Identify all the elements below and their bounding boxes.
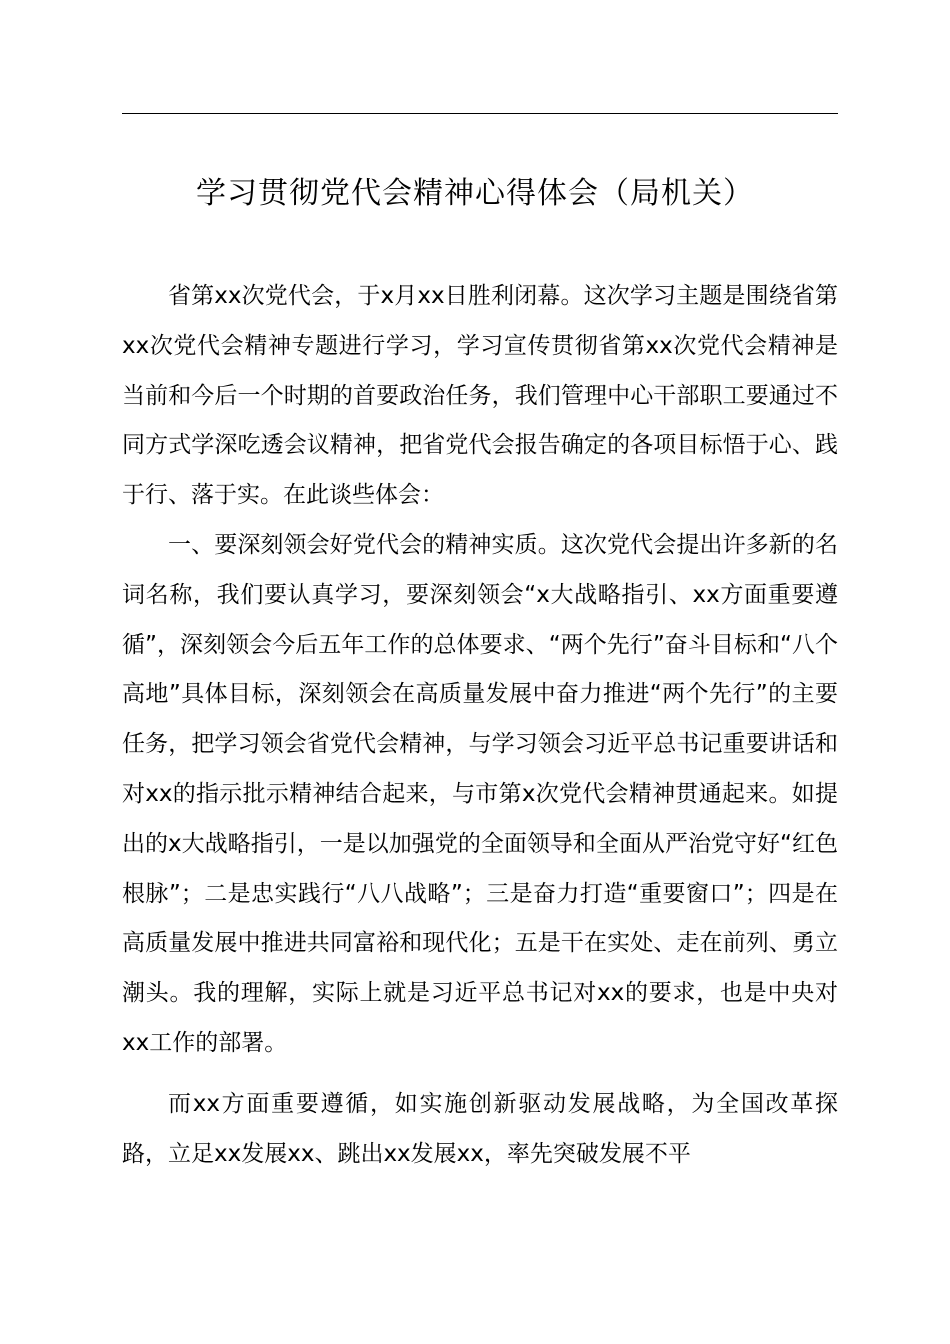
- paragraph-point-one: 一、要深刻领会好党代会的精神实质。这次党代会提出许多新的名词名称，我们要认真学习，要深刻领会“x大战略指引、xx方面重要遵循”，深刻领会今后五年工作的总体要求、“两个先行”奋斗目标和“八个高地”具体目标，深刻领会在高质量发展中奋力推进“两个先行”的主要任务，把学习领会省党代会精神，与学习领会习近平总书记重要讲话和对xx的指示批示精神结合起来，与市第x次党代会精神贯通起来。如提出的x大战略指引，一是以加强党的全面领导和全面从严治党守好“红色根脉”；二是忠实践行“八八战略”；三是奋力打造“重要窗口”；四是在高质量发展中推进共同富裕和现代化；五是干在实处、走在前列、勇立潮头。我的理解，实际上就是习近平总书记对xx的要求，也是中央对xx工作的部署。: [122, 531, 838, 1056]
- paragraph-intro: 省第xx次党代会，于x月xx日胜利闭幕。这次学习主题是围绕省第xx次党代会精神专题进行学习，学习宣传贯彻省第xx次党代会精神是当前和今后一个时期的首要政治任务，我们管理中心干部职工要通过不同方式学深吃透会议精神，把省党代会报告确定的各项目标悟于心、践于行、落于实。在此谈些体会：: [122, 283, 838, 509]
- header-rule: [122, 113, 838, 114]
- document-title: 学习贯彻党代会精神心得体会（局机关）: [196, 176, 754, 211]
- document-body: [122, 272, 838, 1179]
- paragraph-continuation: 而xx方面重要遵循，如实施创新驱动发展战略，为全国改革探路，立足xx发展xx、跳出xx发展xx，率先突破发展不平: [122, 1090, 838, 1167]
